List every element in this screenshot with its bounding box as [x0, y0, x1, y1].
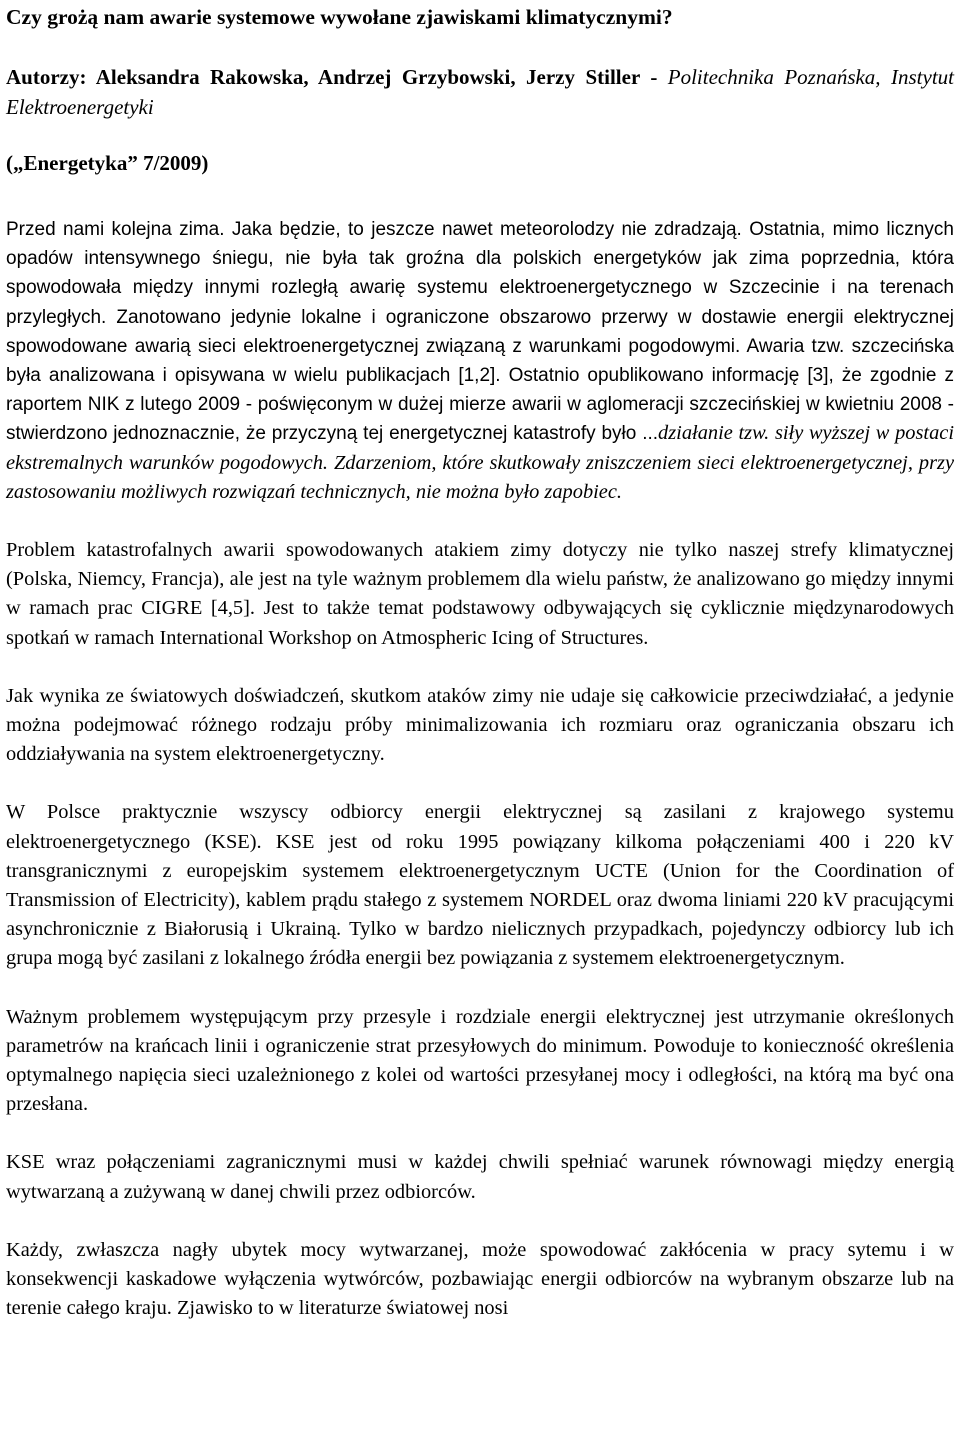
- paragraph-5: Ważnym problemem występującym przy przesyle i rozdziale energii elektrycznej jest utrzymanie określonych parametrów na krańcach linii i ograniczenie strat przesyłowych do minimum. Powoduje to konieczność określenia optymalnego napięcia sieci uzależnionego z kolei od wartości przesyłanej mocy i odległości, na którą ma być ona przesłana.: [6, 1005, 954, 1116]
- authors-names: Autorzy: Aleksandra Rakowska, Andrzej Grzybowski, Jerzy Stiller -: [6, 65, 668, 89]
- paragraph-4: W Polsce praktycznie wszyscy odbiorcy energii elektrycznej są zasilani z krajowego systemu elektroenergetycznego (KSE). KSE jest od roku 1995 powiązany kilkoma połączeniami 400 i 220 kV transgranicznymi z europejskim systemem elektroenergetycznym UCTE (Union for the Coordination of Transmission of Electricity), kablem prądu stałego z systemem NORDEL oraz dwoma liniami 220 kV pracującymi asynchronicznie z Białorusią i Ukrainą. Tylko w bardzo nielicznych przypadkach, pojedynczy odbiorcy lub ich grupa mogą być zasilani z lokalnego źródła energii bez powiązania z systemem elektroenergetycznym.: [6, 801, 954, 970]
- authors-line: [6, 62, 954, 122]
- paragraph-intro-text: Przed nami kolejna zima. Jaka będzie, to jeszcze nawet meteorolodzy nie zdradzają. Ostatnia, mimo licznych opadów intensywnego śniegu, nie była tak groźna dla polskich energetyków jak zima poprzednia, która spowodowała między innymi rozległą awarię systemu elektroenergetycznego w Szczecinie i na terenach przyległych. Zanotowano jedynie lokalne i ograniczone obszarowo przerwy w dostawie energii elektrycznej spowodowane awarią sieci elektroenergetycznej związaną z warunkami pogodowymi. Awaria tzw. szczecińska była analizowana i opisywana w wielu publikacjach [1,2]. Ostatnio opublikowano informację [3], że zgodnie z raportem NIK z lutego 2009 - poświęconym w dużej mierze awarii w aglomeracji szczecińskiej w kwietniu 2008 - stwierdzono jednoznacznie, że przyczyną tej energetycznej katastrofy było ...: [6, 219, 954, 445]
- article-title: Czy grożą nam awarie systemowe wywołane zjawiskami klimatycznymi?: [6, 5, 673, 29]
- paragraph-intro: [6, 215, 954, 507]
- paragraph-2: Problem katastrofalnych awarii spowodowanych atakiem zimy dotyczy nie tylko naszej strefy klimatycznej (Polska, Niemcy, Francja), ale jest na tyle ważnym problemem dla wielu państw, że analizowano go między innymi w ramach prac CIGRE [4,5]. Jest to także temat podstawowy odbywających się cyklicznie międzynarodowych spotkań w ramach International Workshop on Atmospheric Icing of Structures.: [6, 539, 954, 649]
- paragraph-6: KSE wraz połączeniami zagranicznymi musi w każdej chwili spełniać warunek równowagi między energią wytwarzaną a zużywaną w danej chwili przez odbiorców.: [6, 1151, 954, 1203]
- journal-reference: („Energetyka” 7/2009): [6, 151, 209, 175]
- authors-institution: Politechnika Poznańska, Instytut Elektroenergetyki: [6, 65, 954, 119]
- paragraph-intro-quote: działanie tzw. siły wyższej w postaci ekstremalnych warunków pogodowych. Zdarzeniom, które skutkowały zniszczeniem sieci elektroenergetycznej, przy zastosowaniu możliwych rozwiązań technicznych, nie można było zapobiec.: [6, 422, 954, 503]
- paragraph-3: Jak wynika ze światowych doświadczeń, skutkom ataków zimy nie udaje się całkowicie przeciwdziałać, a jedynie można podejmować różnego rodzaju próby minimalizowania ich rozmiaru oraz ograniczania obszaru ich oddziaływania na system elektroenergetyczny.: [6, 684, 954, 766]
- document-page: [6, 0, 954, 1324]
- paragraph-7: Każdy, zwłaszcza nagły ubytek mocy wytwarzanej, może spowodować zakłócenia w pracy sytemu i w konsekwencji kaskadowe wyłączenia wytwórców, pozbawiając energii odbiorców na wybranym obszarze lub na terenie całego kraju. Zjawisko to w literaturze światowej nosi: [6, 1238, 954, 1320]
